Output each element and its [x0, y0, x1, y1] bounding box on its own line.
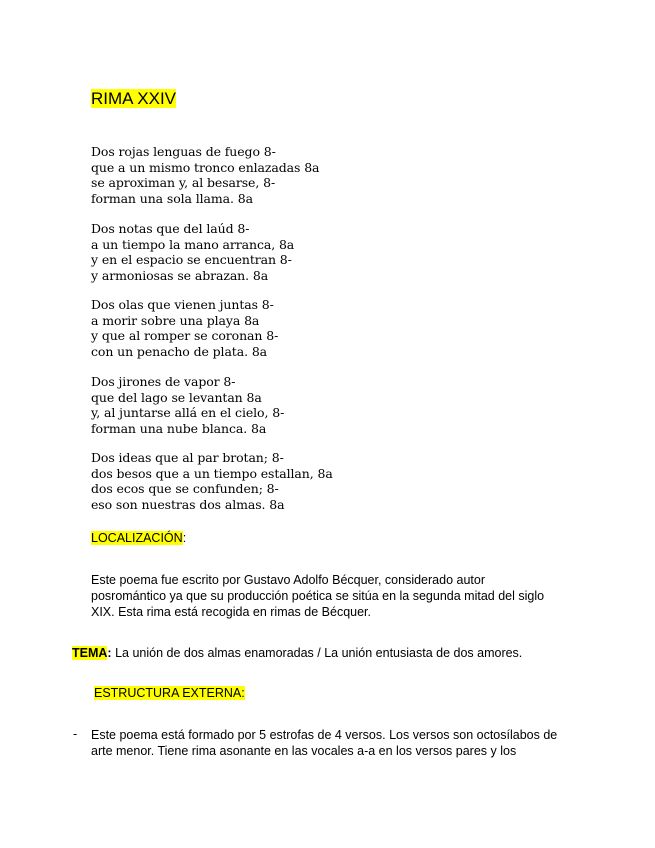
- tema-colon: :: [107, 646, 112, 660]
- estructura-heading-text: ESTRUCTURA EXTERNA:: [94, 686, 245, 700]
- tema-heading: TEMA: [72, 646, 108, 660]
- verse: Dos jirones de vapor 8-: [91, 374, 236, 389]
- verse: eso son nuestras dos almas. 8a: [91, 496, 285, 512]
- verse: forman una nube blanca. 8a: [91, 420, 267, 436]
- verse: forman una sola llama. 8a: [91, 190, 253, 206]
- stanza-1: [91, 144, 319, 206]
- stanza-5: [91, 450, 333, 512]
- verse: y que al romper se coronan 8-: [91, 328, 279, 343]
- poem-title-text: RIMA XXIV: [91, 89, 177, 108]
- stanza-2: [91, 221, 294, 283]
- verse: Dos olas que vienen juntas 8-: [91, 297, 274, 312]
- verse: dos ecos que se confunden; 8-: [91, 481, 279, 496]
- verse: y armoniosas se abrazan. 8a: [91, 267, 269, 283]
- localizacion-colon: :: [182, 531, 187, 545]
- estructura-heading: [94, 685, 245, 701]
- tema-line: [72, 645, 522, 661]
- verse: dos besos que a un tiempo estallan, 8a: [91, 465, 333, 481]
- poem-title: [91, 89, 176, 109]
- localizacion-heading-text: LOCALIZACIÓN: [91, 531, 183, 545]
- estructura-paragraph: Este poema está formado por 5 estrofas de 4 versos. Los versos son octosílabos de arte menor. Tiene rima asonante en las vocales a-a en los versos pares y los: [91, 728, 558, 758]
- verse: Dos notas que del laúd 8-: [91, 221, 250, 236]
- tema-text: La unión de dos almas enamoradas / La unión entusiasta de dos amores.: [111, 646, 523, 660]
- verse: que del lago se levantan 8a: [91, 389, 262, 405]
- verse: que a un mismo tronco enlazadas 8a: [91, 159, 320, 175]
- localizacion-paragraph: Este poema fue escrito por Gustavo Adolfo Bécquer, considerado autor posromántico ya que su producción poética se sitúa en la segunda mitad del siglo XIX. Esta rima está recogida en rimas de Bécquer.: [91, 573, 545, 619]
- verse: y en el espacio se encuentran 8-: [91, 252, 292, 267]
- verse: Dos ideas que al par brotan; 8-: [91, 450, 284, 465]
- stanza-3: [91, 297, 278, 359]
- verse: se aproximan y, al besarse, 8-: [91, 175, 276, 190]
- verse: con un penacho de plata. 8a: [91, 343, 268, 359]
- list-bullet: -: [73, 727, 78, 741]
- stanza-4: [91, 374, 284, 436]
- verse: a morir sobre una playa 8a: [91, 312, 260, 328]
- verse: a un tiempo la mano arranca, 8a: [91, 236, 295, 252]
- verse: Dos rojas lenguas de fuego 8-: [91, 144, 276, 159]
- verse: y, al juntarse allá en el cielo, 8-: [91, 405, 285, 420]
- localizacion-heading: [91, 530, 186, 546]
